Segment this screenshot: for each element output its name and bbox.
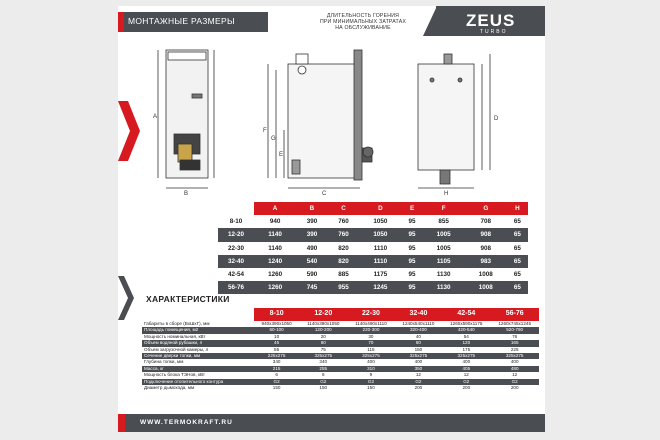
characteristics-value-cell: 1260x745x1245: [490, 321, 539, 327]
dimensions-value-cell: 1110: [359, 242, 401, 255]
dimensions-value-cell: 855: [423, 215, 465, 228]
dimensions-row: [218, 215, 528, 228]
characteristics-label-cell: Подключение отопительного контура: [142, 379, 254, 385]
characteristics-value-cell: 1260x590x1175: [442, 321, 490, 327]
dimensions-model-cell: 22-30: [218, 242, 254, 255]
characteristics-value-cell: 480: [490, 366, 539, 372]
dimensions-value-cell: 65: [507, 228, 528, 241]
dimensions-value-cell: 95: [402, 242, 423, 255]
characteristics-value-cell: 325x275: [442, 353, 490, 359]
footer-accent: [118, 414, 125, 432]
characteristics-value-cell: 70: [347, 340, 394, 346]
characteristics-model-header: 8-10: [254, 308, 299, 321]
dimensions-value-cell: 95: [402, 215, 423, 228]
characteristics-value-cell: 325x275: [299, 353, 347, 359]
dimensions-value-cell: 1005: [423, 242, 465, 255]
header-tagline: [303, 13, 423, 31]
characteristics-value-cell: G2: [395, 379, 443, 385]
characteristics-value-cell: 325x275: [347, 353, 394, 359]
characteristics-value-cell: 30: [347, 334, 394, 340]
dimensions-value-cell: 65: [507, 242, 528, 255]
catalog-sheet: [118, 6, 545, 432]
characteristics-model-header: 22-30: [347, 308, 394, 321]
characteristics-value-cell: 80: [395, 340, 443, 346]
dimensions-header-cell: F: [423, 202, 465, 215]
dimensions-value-cell: 1008: [465, 268, 507, 281]
tagline-line-2: ПРИ МИНИМАЛЬНЫХ ЗАТРАТАХ: [319, 19, 407, 25]
drawing-label-g: G: [271, 136, 276, 142]
dimensions-value-cell: 1050: [359, 215, 401, 228]
dimensions-value-cell: 983: [465, 255, 507, 268]
characteristics-value-cell: 405: [442, 366, 490, 372]
drawing-label-h: H: [444, 191, 449, 197]
characteristics-value-cell: 520-760: [490, 327, 539, 333]
drawing-label-a: A: [153, 114, 158, 120]
characteristics-value-cell: 12: [395, 372, 443, 378]
dimensions-value-cell: 95: [402, 268, 423, 281]
dimensions-value-cell: 95: [402, 281, 423, 294]
dimensions-value-cell: 65: [507, 268, 528, 281]
characteristics-value-cell: 225: [490, 347, 539, 353]
dimensions-model-cell: 42-54: [218, 268, 254, 281]
characteristics-label-cell: Объем водяной рубашки, л: [142, 340, 254, 346]
characteristics-value-cell: 120: [442, 340, 490, 346]
characteristics-model-header: 42-54: [442, 308, 490, 321]
characteristics-label-cell: Диаметр дымохода, мм: [142, 385, 254, 391]
characteristics-value-cell: 9: [347, 372, 394, 378]
characteristics-label-cell: Глубина топки, мм: [142, 359, 254, 365]
dimensions-value-cell: 590: [296, 268, 328, 281]
characteristics-value-cell: 200: [442, 385, 490, 391]
dimensions-value-cell: 820: [328, 255, 360, 268]
characteristics-value-cell: 54: [442, 334, 490, 340]
characteristics-value-cell: G2: [347, 379, 394, 385]
dimensions-row: [218, 281, 528, 294]
characteristics-value-cell: 120-200: [299, 327, 347, 333]
dimensions-header-cell: A: [254, 202, 296, 215]
characteristics-value-cell: 75: [299, 347, 347, 353]
characteristics-value-cell: 1140x490x1110: [347, 321, 394, 327]
characteristics-value-cell: 165: [490, 340, 539, 346]
characteristics-value-cell: 76: [490, 334, 539, 340]
characteristics-value-cell: 325x275: [395, 353, 443, 359]
characteristics-value-cell: 115: [347, 347, 394, 353]
drawing-label-f: F: [263, 128, 267, 134]
dimensions-model-cell: 56-76: [218, 281, 254, 294]
characteristics-value-cell: 150: [299, 385, 347, 391]
dimensions-value-cell: 1130: [423, 281, 465, 294]
dimensions-value-cell: 1008: [465, 281, 507, 294]
dimensions-header-cell: D: [359, 202, 401, 215]
dimensions-model-cell: 12-20: [218, 228, 254, 241]
dimensions-row: [218, 228, 528, 241]
characteristics-label-cell: Сечение дверки топки, мм: [142, 353, 254, 359]
characteristics-value-cell: 12: [490, 372, 539, 378]
dimensions-value-cell: 1130: [423, 268, 465, 281]
characteristics-value-cell: 1140x390x1050: [299, 321, 347, 327]
characteristics-value-cell: 200: [395, 385, 443, 391]
dimensions-model-cell: 8-10: [218, 215, 254, 228]
characteristics-value-cell: 400: [395, 359, 443, 365]
drawing-label-e: E: [279, 152, 284, 158]
dimensions-value-cell: 490: [296, 242, 328, 255]
characteristics-row: [142, 385, 539, 391]
characteristics-value-cell: 420-540: [442, 327, 490, 333]
characteristics-value-cell: 40: [395, 334, 443, 340]
characteristics-label-cell: Площадь помещения, м2: [142, 327, 254, 333]
dimensions-value-cell: 390: [296, 228, 328, 241]
header-accent: [118, 12, 124, 32]
characteristics-model-header: 32-40: [395, 308, 443, 321]
dimensions-value-cell: 65: [507, 281, 528, 294]
dimensions-header-row: [218, 202, 528, 215]
characteristics-value-cell: 340: [254, 359, 299, 365]
characteristics-value-cell: 150: [347, 385, 394, 391]
characteristics-value-cell: G2: [299, 379, 347, 385]
characteristics-value-cell: 340: [299, 359, 347, 365]
characteristics-value-cell: 60: [299, 340, 347, 346]
characteristics-value-cell: 320-400: [395, 327, 443, 333]
characteristics-label-cell: Габариты в сборе (ВхШхГ), мм: [142, 321, 254, 327]
characteristics-value-cell: G2: [254, 379, 299, 385]
brand-subtitle: TURBO: [480, 29, 508, 35]
dimensions-table: [218, 202, 528, 294]
characteristics-label-cell: Мощность блока ТЭНов, кВт: [142, 372, 254, 378]
tagline-line-3: НА ОБСЛУЖИВАНИЕ: [335, 25, 391, 31]
dimensions-value-cell: 760: [328, 215, 360, 228]
drawing-label-b: B: [184, 191, 189, 197]
tagline-line-1: ДЛИТЕЛЬНОСТЬ ГОРЕНИЯ: [326, 13, 400, 19]
characteristics-value-cell: 310: [347, 366, 394, 372]
characteristics-value-cell: 325x275: [490, 353, 539, 359]
characteristics-label-cell: Мощность номинальная, кВт: [142, 334, 254, 340]
boiler-drawings: [118, 40, 545, 200]
dimensions-value-cell: 1175: [359, 268, 401, 281]
characteristics-model-header: 12-20: [299, 308, 347, 321]
dimensions-value-cell: 760: [328, 228, 360, 241]
characteristics-value-cell: 12: [442, 372, 490, 378]
dimensions-row: [218, 255, 528, 268]
dimensions-row: [218, 268, 528, 281]
characteristics-value-cell: 400: [347, 359, 394, 365]
dimensions-value-cell: 908: [465, 228, 507, 241]
dimensions-value-cell: 1240: [254, 255, 296, 268]
characteristics-value-cell: 255: [299, 366, 347, 372]
dimensions-corner: [218, 202, 254, 215]
characteristics-value-cell: 940x390x1050: [254, 321, 299, 327]
header-brand-corner: [423, 6, 437, 36]
characteristics-value-cell: 200: [490, 385, 539, 391]
characteristics-value-cell: 55: [254, 347, 299, 353]
dimensions-header-cell: H: [507, 202, 528, 215]
dimensions-row: [218, 242, 528, 255]
dimensions-value-cell: 955: [328, 281, 360, 294]
dimensions-header-cell: B: [296, 202, 328, 215]
dimensions-value-cell: 1260: [254, 281, 296, 294]
dimensions-header-cell: C: [328, 202, 360, 215]
characteristics-label-cell: Масса, кг: [142, 366, 254, 372]
dimensions-value-cell: 1245: [359, 281, 401, 294]
characteristics-value-cell: 10: [254, 334, 299, 340]
characteristics-value-cell: 1240x540x1110: [395, 321, 443, 327]
characteristics-value-cell: G2: [442, 379, 490, 385]
page-title: МОНТАЖНЫЕ РАЗМЕРЫ: [128, 16, 235, 26]
characteristics-value-cell: 220-300: [347, 327, 394, 333]
brand-logo: ZEUS: [466, 11, 516, 30]
dimensions-value-cell: 1260: [254, 268, 296, 281]
characteristics-corner: [142, 308, 254, 321]
footer-url: WWW.TERMOKRAFT.RU: [140, 419, 233, 426]
characteristics-header-row: [142, 308, 539, 321]
characteristics-value-cell: 6: [254, 372, 299, 378]
dimensions-value-cell: 1005: [423, 228, 465, 241]
characteristics-value-cell: 6: [299, 372, 347, 378]
characteristics-value-cell: 150: [254, 385, 299, 391]
characteristics-model-header: 56-76: [490, 308, 539, 321]
dimensions-value-cell: 65: [507, 255, 528, 268]
dimensions-value-cell: 1050: [359, 228, 401, 241]
dimensions-value-cell: 1140: [254, 242, 296, 255]
dimensions-value-cell: 745: [296, 281, 328, 294]
characteristics-value-cell: 350: [395, 366, 443, 372]
characteristics-value-cell: 225x275: [254, 353, 299, 359]
dimensions-value-cell: 1110: [359, 255, 401, 268]
dimensions-value-cell: 65: [507, 215, 528, 228]
characteristics-label-cell: Объем загрузочной камеры, л: [142, 347, 254, 353]
dimensions-value-cell: 95: [402, 255, 423, 268]
dimensions-value-cell: 820: [328, 242, 360, 255]
characteristics-table: [142, 308, 539, 391]
dimensions-value-cell: 908: [465, 242, 507, 255]
dimensions-header-cell: E: [402, 202, 423, 215]
dimensions-value-cell: 95: [402, 228, 423, 241]
drawing-label-d: D: [494, 116, 499, 122]
dimensions-value-cell: 1105: [423, 255, 465, 268]
drawing-label-c: C: [322, 191, 327, 197]
dimensions-model-cell: 32-40: [218, 255, 254, 268]
dark-chevron-left: [118, 276, 134, 320]
characteristics-value-cell: G2: [490, 379, 539, 385]
dimensions-header-cell: G: [465, 202, 507, 215]
characteristics-value-cell: 175: [442, 347, 490, 353]
characteristics-value-cell: 400: [490, 359, 539, 365]
characteristics-value-cell: 215: [254, 366, 299, 372]
dimensions-value-cell: 1140: [254, 228, 296, 241]
characteristics-title: ХАРАКТЕРИСТИКИ: [146, 294, 230, 304]
dimensions-value-cell: 390: [296, 215, 328, 228]
dimensions-value-cell: 940: [254, 215, 296, 228]
dimensions-value-cell: 885: [328, 268, 360, 281]
characteristics-value-cell: 400: [442, 359, 490, 365]
characteristics-value-cell: 150: [395, 347, 443, 353]
characteristics-value-cell: 45: [254, 340, 299, 346]
dimensions-value-cell: 708: [465, 215, 507, 228]
dimensions-value-cell: 540: [296, 255, 328, 268]
characteristics-value-cell: 60-100: [254, 327, 299, 333]
characteristics-value-cell: 20: [299, 334, 347, 340]
